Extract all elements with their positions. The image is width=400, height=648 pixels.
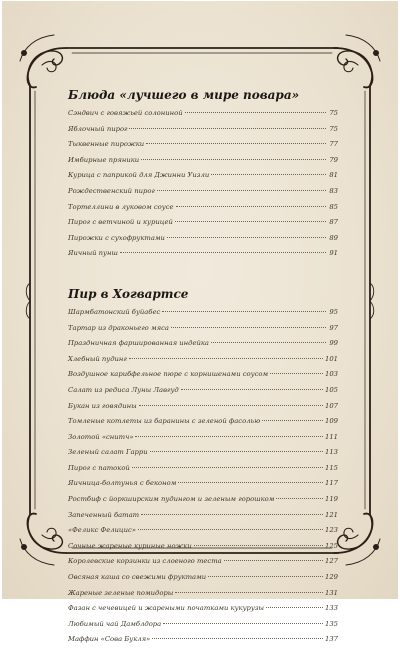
- section-title: Пир в Хогвартсе: [68, 286, 189, 301]
- entry-title: Праздничная фаршированная индейка: [68, 339, 209, 348]
- toc-entry: [68, 414, 338, 430]
- entry-title: Пирог с патокой: [68, 463, 130, 472]
- dot-leader: [208, 576, 323, 577]
- entry-page-number: 107: [325, 401, 338, 410]
- toc-entry: [68, 570, 338, 586]
- toc-entry: [68, 383, 338, 399]
- dot-leader: [138, 529, 323, 530]
- entry-page-number: 113: [325, 448, 338, 457]
- entry-page-number: 131: [325, 588, 338, 597]
- toc-entry: [68, 554, 338, 570]
- toc-list: [68, 106, 338, 262]
- toc-entry: [68, 523, 338, 539]
- dot-leader: [162, 311, 326, 312]
- entry-page-number: 79: [329, 155, 338, 164]
- entry-title: Ростбиф с йоркширским пудингом и зеленым горошком: [68, 495, 275, 504]
- dot-leader: [141, 159, 326, 160]
- dot-leader: [129, 358, 323, 359]
- toc-entry: [68, 106, 338, 122]
- dot-leader: [211, 174, 326, 175]
- toc-entry: [68, 399, 338, 415]
- entry-page-number: 81: [329, 171, 338, 180]
- entry-title: Яичница-болтунья с беконом: [68, 479, 177, 488]
- entry-page-number: 85: [329, 202, 338, 211]
- entry-page-number: 133: [325, 604, 338, 613]
- dot-leader: [194, 545, 323, 546]
- section-title: Блюда «лучшего в мире повара»: [68, 88, 300, 102]
- dot-leader: [132, 467, 323, 468]
- entry-page-number: 75: [329, 109, 338, 117]
- entry-page-number: 77: [329, 140, 338, 149]
- entry-title: Сочные жареные куриные ножки: [68, 541, 192, 550]
- entry-title: Запеченный батат: [68, 510, 140, 519]
- entry-title: Королевские корзинки из слоеного теста: [68, 557, 222, 566]
- entry-page-number: 127: [325, 557, 338, 566]
- entry-title: «Феликс Фелицис»: [68, 526, 137, 535]
- entry-title: Салат из редиса Луны Лавгуд: [68, 385, 179, 394]
- entry-title: Овсяная каша со свежими фруктами: [68, 573, 207, 582]
- dot-leader: [178, 482, 323, 483]
- dot-leader: [171, 327, 326, 328]
- entry-page-number: 95: [329, 307, 338, 316]
- entry-page-number: 111: [325, 432, 338, 441]
- dot-leader: [175, 592, 323, 593]
- entry-title: Фазан с чечевицей и жареными початками кукурузы: [68, 604, 265, 613]
- entry-title: Рождественский пирог: [68, 186, 155, 195]
- dot-leader: [152, 638, 323, 639]
- entry-title: Томленые котлеты из баранины с зеленой фасолью: [68, 417, 261, 426]
- toc-entry: [68, 601, 338, 617]
- entry-page-number: 105: [325, 385, 338, 394]
- toc-entry: [68, 476, 338, 492]
- toc-entry: [68, 200, 338, 216]
- toc-entry: [68, 153, 338, 169]
- dot-leader: [135, 436, 323, 437]
- entry-page-number: 125: [325, 541, 338, 550]
- entry-page-number: 121: [325, 510, 338, 519]
- corner-ornament-bottom-left: [20, 514, 66, 565]
- entry-title: Яблочный пирог: [68, 124, 128, 133]
- entry-title: Курица с паприкой для Джинни Уизли: [68, 171, 210, 180]
- toc-entry: [68, 305, 338, 321]
- entry-title: Хлебный пудинг: [68, 354, 127, 363]
- entry-page-number: 83: [329, 186, 338, 195]
- corner-ornament-top-left: [20, 35, 66, 87]
- toc-entry: [68, 231, 338, 247]
- entry-title: Пирог с ветчиной и курицей: [68, 218, 173, 227]
- entry-page-number: 123: [325, 526, 338, 535]
- corner-ornament-bottom-right: [334, 514, 380, 565]
- toc-entry: [68, 461, 338, 477]
- entry-page-number: 99: [329, 339, 338, 348]
- dot-leader: [181, 389, 323, 390]
- entry-title: Букан из говядины: [68, 401, 137, 410]
- entry-page-number: 109: [325, 417, 338, 426]
- toc-entry: [68, 215, 338, 231]
- entry-page-number: 103: [325, 370, 338, 379]
- dot-leader: [224, 560, 323, 561]
- toc-entry: [68, 246, 338, 262]
- dot-leader: [139, 405, 323, 406]
- dot-leader: [185, 112, 326, 113]
- entry-page-number: 119: [325, 495, 338, 504]
- entry-title: Маффин «Сова Букля»: [68, 635, 151, 644]
- toc-entry: [68, 168, 338, 184]
- dot-leader: [262, 420, 323, 421]
- dot-leader: [175, 221, 326, 222]
- entry-page-number: 129: [325, 573, 338, 582]
- entry-page-number: 97: [329, 323, 338, 332]
- entry-page-number: 87: [329, 218, 338, 227]
- entry-title: Яичный пунш: [68, 249, 118, 258]
- toc-entry: [68, 137, 338, 153]
- book-page: [2, 1, 398, 644]
- entry-title: Тортеллини в луковом соусе: [68, 202, 174, 211]
- toc-entry: [68, 445, 338, 461]
- toc-entry: [68, 336, 338, 352]
- entry-title: Воздушное карибфельное пюре с корнишенами соусом: [68, 370, 269, 379]
- toc-entry: [68, 321, 338, 337]
- entry-title: Жареные зеленые помидоры: [68, 588, 174, 597]
- toc-entry: [68, 508, 338, 524]
- toc-entry: [68, 430, 338, 446]
- dot-leader: [270, 373, 323, 374]
- table-of-contents: [68, 87, 338, 648]
- toc-entry: [68, 122, 338, 138]
- entry-page-number: 89: [329, 233, 338, 242]
- dot-leader: [141, 514, 323, 515]
- entry-page-number: 137: [325, 635, 338, 644]
- corner-ornament-top-right: [334, 35, 380, 87]
- dot-leader: [167, 237, 326, 238]
- toc-entry: [68, 184, 338, 200]
- toc-entry: [68, 367, 338, 383]
- entry-title: Зеленый салат Гарри: [68, 448, 148, 457]
- entry-title: Имбирные пряники: [68, 155, 140, 164]
- dot-leader: [176, 206, 326, 207]
- dot-leader: [163, 623, 323, 624]
- toc-list: [68, 305, 338, 648]
- dot-leader: [211, 342, 326, 343]
- entry-page-number: 115: [325, 463, 338, 472]
- entry-title: Шармбатонский буйабес: [68, 307, 161, 316]
- entry-page-number: 117: [325, 479, 338, 488]
- entry-title: Сэндвич с говяжьей солониной: [68, 109, 183, 117]
- toc-entry: [68, 492, 338, 508]
- entry-title: Пирожки с сухофруктами: [68, 233, 165, 242]
- entry-title: Тыквенные пирожки: [68, 140, 145, 149]
- entry-page-number: 101: [325, 354, 338, 363]
- entry-page-number: 135: [325, 619, 338, 628]
- dot-leader: [157, 190, 326, 191]
- entry-title: Любимый чай Дамблдора: [68, 619, 162, 628]
- entry-title: Золотой «снитч»: [68, 432, 134, 441]
- entry-title: Тартар из драконьего мяса: [68, 323, 169, 332]
- toc-entry: [68, 632, 338, 648]
- toc-entry: [68, 617, 338, 633]
- dot-leader: [129, 128, 326, 129]
- dot-leader: [266, 607, 323, 608]
- toc-entry: [68, 352, 338, 368]
- dot-leader: [146, 143, 326, 144]
- dot-leader: [120, 252, 326, 253]
- dot-leader: [150, 451, 323, 452]
- entry-page-number: 75: [329, 124, 338, 133]
- toc-entry: [68, 539, 338, 555]
- entry-page-number: 91: [329, 249, 338, 258]
- dot-leader: [276, 498, 323, 499]
- toc-entry: [68, 586, 338, 602]
